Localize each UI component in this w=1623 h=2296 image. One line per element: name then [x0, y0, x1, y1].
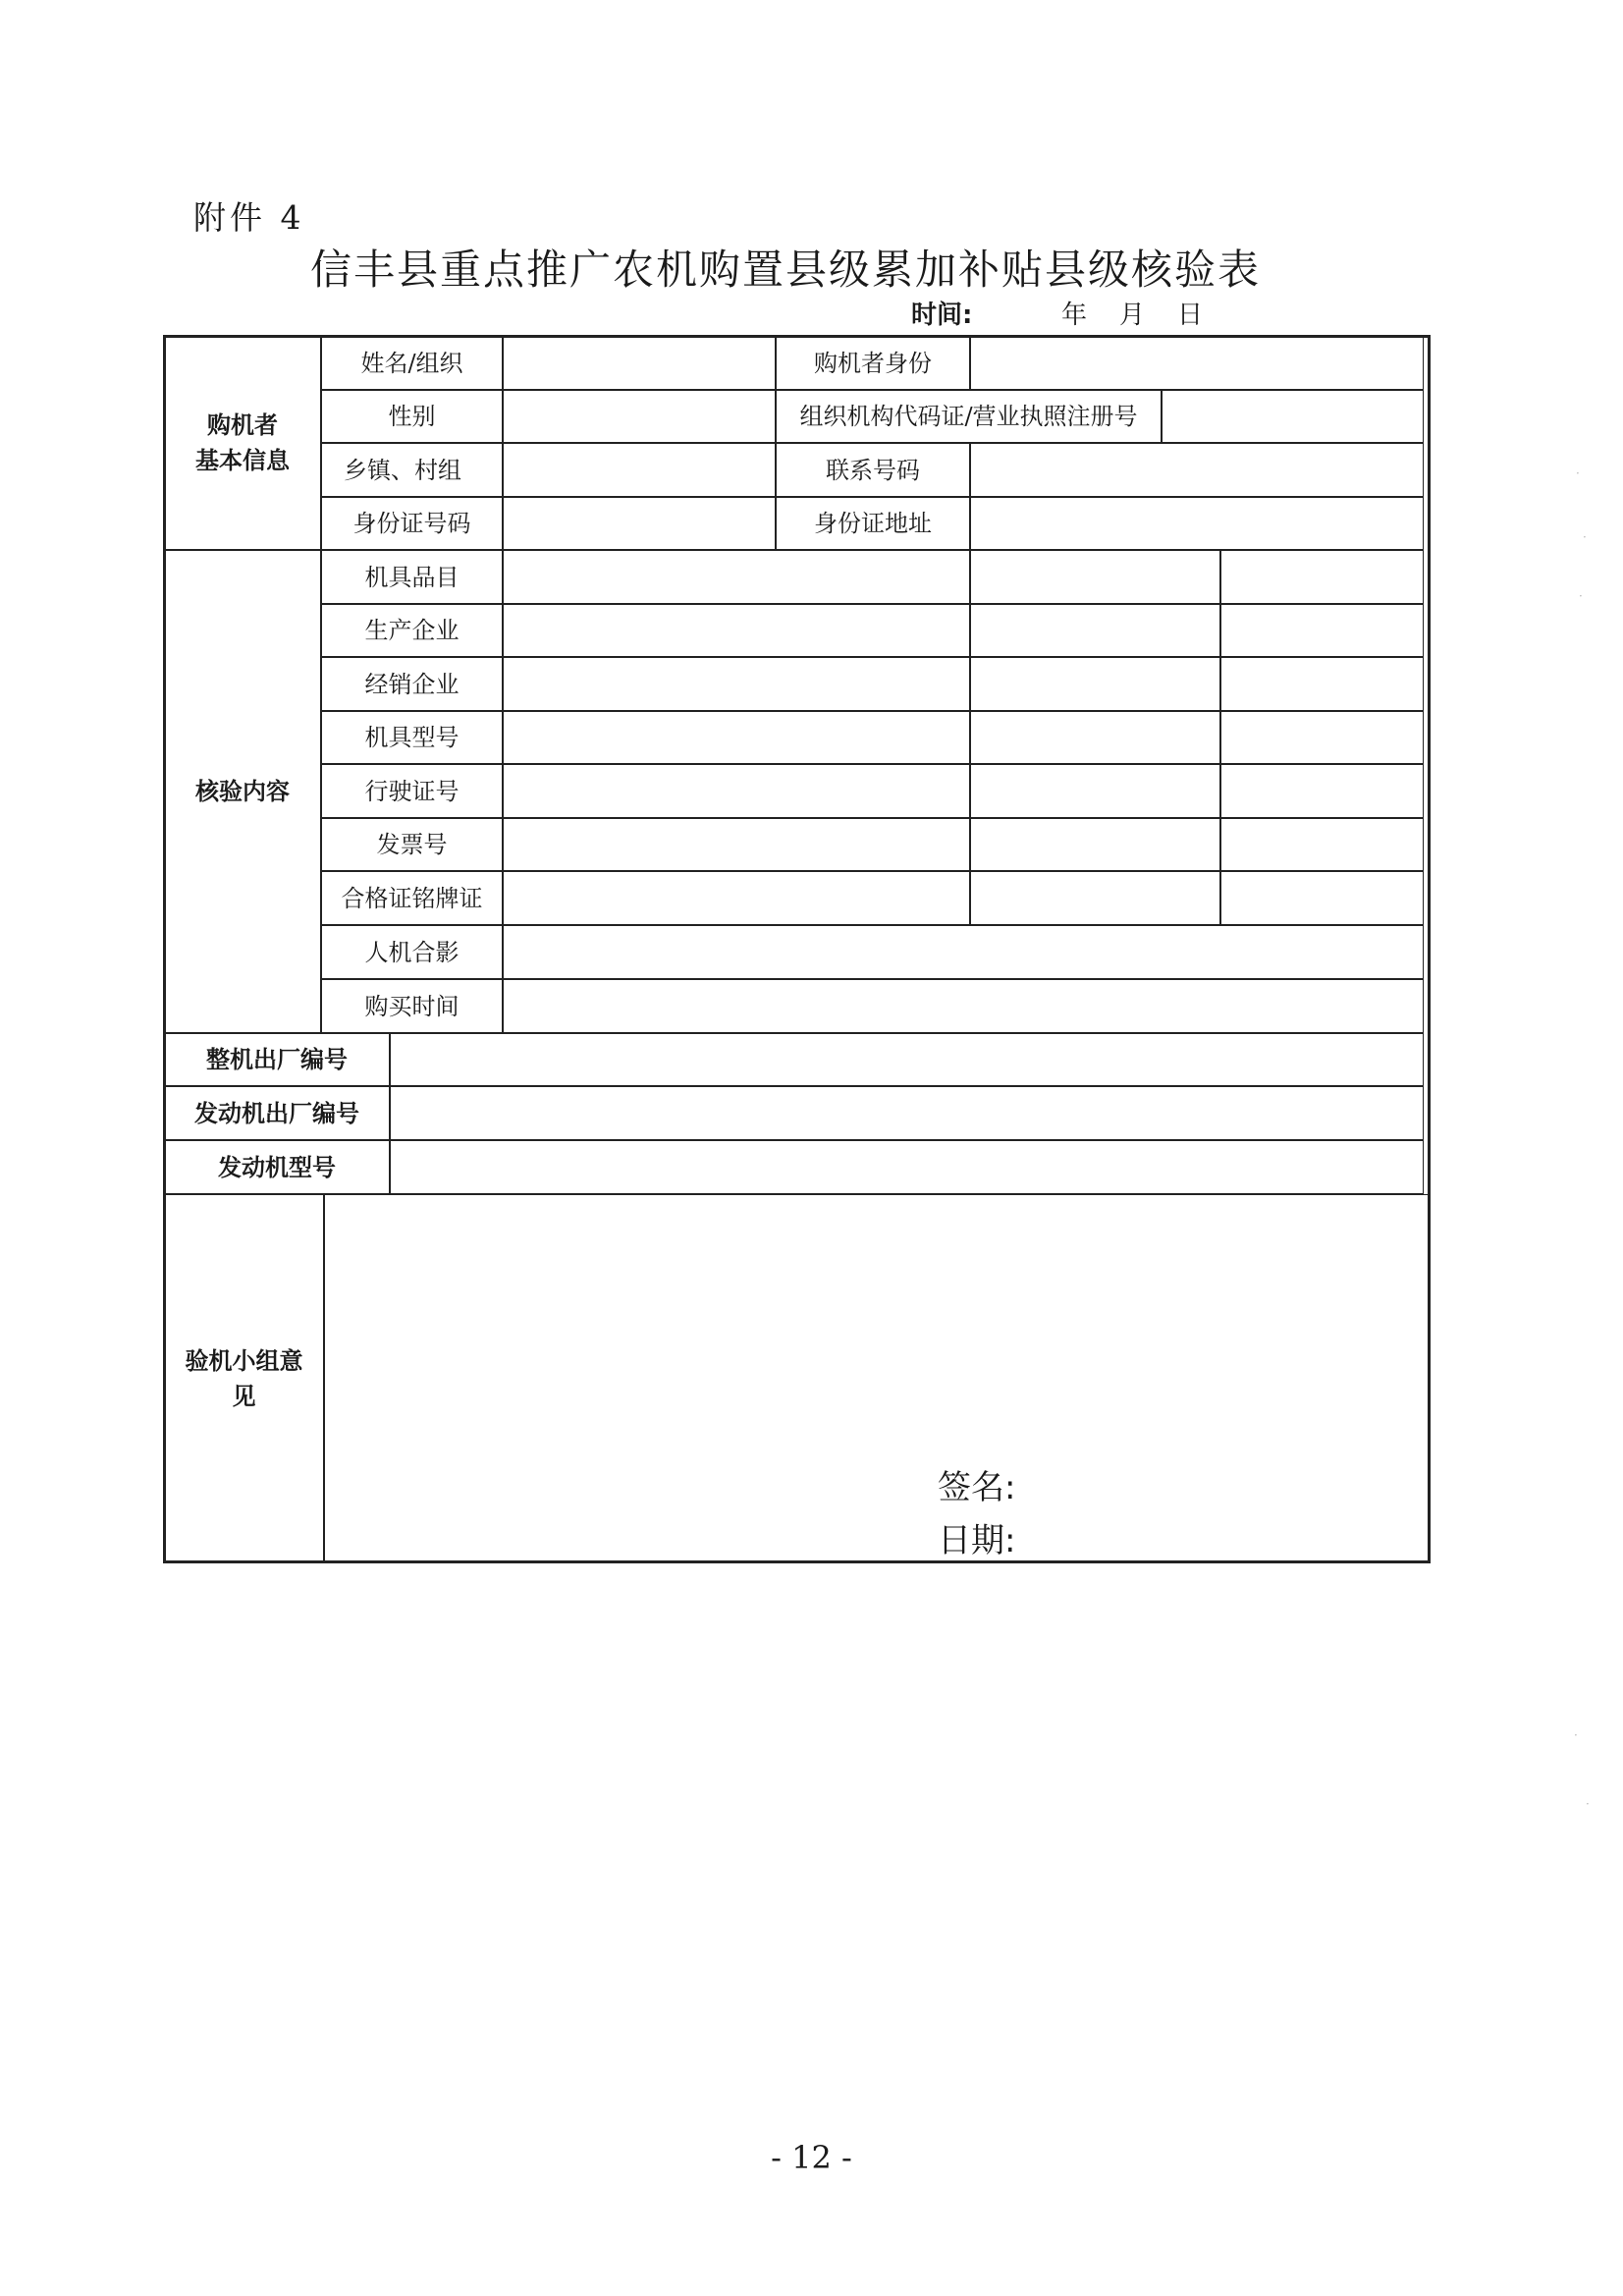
engine-model-label: 发动机型号: [164, 1140, 390, 1194]
buyer-info-label-line1: 购机者: [207, 410, 278, 439]
scan-speck: ·: [1583, 530, 1587, 544]
row-label-dealer: 经销企业: [321, 657, 503, 711]
model-field-1[interactable]: [503, 711, 970, 764]
row-label-license: 行驶证号: [321, 764, 503, 818]
category-field-2[interactable]: [970, 550, 1220, 604]
org-code-field[interactable]: [1162, 390, 1424, 443]
category-field-3[interactable]: [1220, 550, 1424, 604]
row-label-model: 机具型号: [321, 711, 503, 764]
buyer-info-label: [195, 408, 290, 478]
engine-model-field[interactable]: [390, 1140, 1424, 1194]
model-field-2[interactable]: [970, 711, 1220, 764]
row-label-photo: 人机合影: [321, 925, 503, 979]
gender-label: 性别: [321, 390, 503, 443]
model-field-3[interactable]: [1220, 711, 1424, 764]
id-address-field[interactable]: [970, 497, 1424, 550]
invoice-field-3[interactable]: [1220, 818, 1424, 871]
page-number: - 12 -: [771, 2139, 852, 2176]
town-village-field[interactable]: [503, 443, 776, 497]
scan-speck: ·: [1586, 1797, 1590, 1811]
attachment-label: 附件 4: [193, 198, 305, 237]
dealer-field-2[interactable]: [970, 657, 1220, 711]
row-label-category: 机具品目: [321, 550, 503, 604]
engine-factory-number-label: 发动机出厂编号: [164, 1086, 390, 1140]
gender-field[interactable]: [503, 390, 776, 443]
factory-number-field[interactable]: [390, 1033, 1424, 1086]
opinion-label-line2: 见: [232, 1381, 256, 1410]
license-field-1[interactable]: [503, 764, 970, 818]
manufacturer-field-3[interactable]: [1220, 604, 1424, 657]
factory-number-label: 整机出厂编号: [164, 1033, 390, 1086]
scan-speck: ·: [1579, 589, 1583, 603]
town-village-label: 乡镇、村组: [321, 443, 503, 497]
purchase-time-field[interactable]: [503, 979, 1424, 1033]
buyer-identity-label: 购机者身份: [776, 336, 970, 390]
license-field-3[interactable]: [1220, 764, 1424, 818]
form-title: 信丰县重点推广农机购置县级累加补贴县级核验表: [309, 246, 1261, 294]
row-label-purchase-time: 购买时间: [321, 979, 503, 1033]
row-label-manufacturer: 生产企业: [321, 604, 503, 657]
buyer-identity-field[interactable]: [970, 336, 1424, 390]
date-fields: 年 月 日: [1060, 301, 1204, 330]
opinion-label: [164, 1194, 324, 1562]
certificate-field-1[interactable]: [503, 871, 970, 925]
id-address-label: 身份证地址: [776, 497, 970, 550]
dealer-field-1[interactable]: [503, 657, 970, 711]
certificate-field-3[interactable]: [1220, 871, 1424, 925]
name-org-field[interactable]: [503, 336, 776, 390]
buyer-info-label-line2: 基本信息: [195, 446, 290, 474]
license-field-2[interactable]: [970, 764, 1220, 818]
id-number-label: 身份证号码: [321, 497, 503, 550]
invoice-field-2[interactable]: [970, 818, 1220, 871]
photo-field[interactable]: [503, 925, 1424, 979]
date-label: 时间:: [911, 301, 973, 330]
manufacturer-field-2[interactable]: [970, 604, 1220, 657]
opinion-date-label: 日期:: [938, 1521, 1016, 1560]
scan-speck: ·: [1574, 1728, 1578, 1742]
signature-label: 签名:: [938, 1468, 1016, 1507]
certificate-field-2[interactable]: [970, 871, 1220, 925]
invoice-field-1[interactable]: [503, 818, 970, 871]
verification-section-label: 核验内容: [164, 550, 321, 1033]
name-org-label: 姓名/组织: [321, 336, 503, 390]
engine-factory-number-field[interactable]: [390, 1086, 1424, 1140]
org-code-label: 组织机构代码证/营业执照注册号: [776, 390, 1162, 443]
category-field-1[interactable]: [503, 550, 970, 604]
opinion-label-text: [186, 1343, 303, 1414]
buyer-info-section-label: [164, 336, 321, 550]
phone-label: 联系号码: [776, 443, 970, 497]
phone-field[interactable]: [970, 443, 1424, 497]
opinion-label-line1: 验机小组意: [185, 1345, 303, 1375]
date-line: [911, 295, 1203, 331]
row-label-invoice: 发票号: [321, 818, 503, 871]
opinion-field[interactable]: [324, 1194, 1430, 1562]
id-number-field[interactable]: [503, 497, 776, 550]
row-label-certificate: 合格证铭牌证: [321, 871, 503, 925]
manufacturer-field-1[interactable]: [503, 604, 970, 657]
dealer-field-3[interactable]: [1220, 657, 1424, 711]
scan-speck: ·: [1576, 466, 1580, 480]
